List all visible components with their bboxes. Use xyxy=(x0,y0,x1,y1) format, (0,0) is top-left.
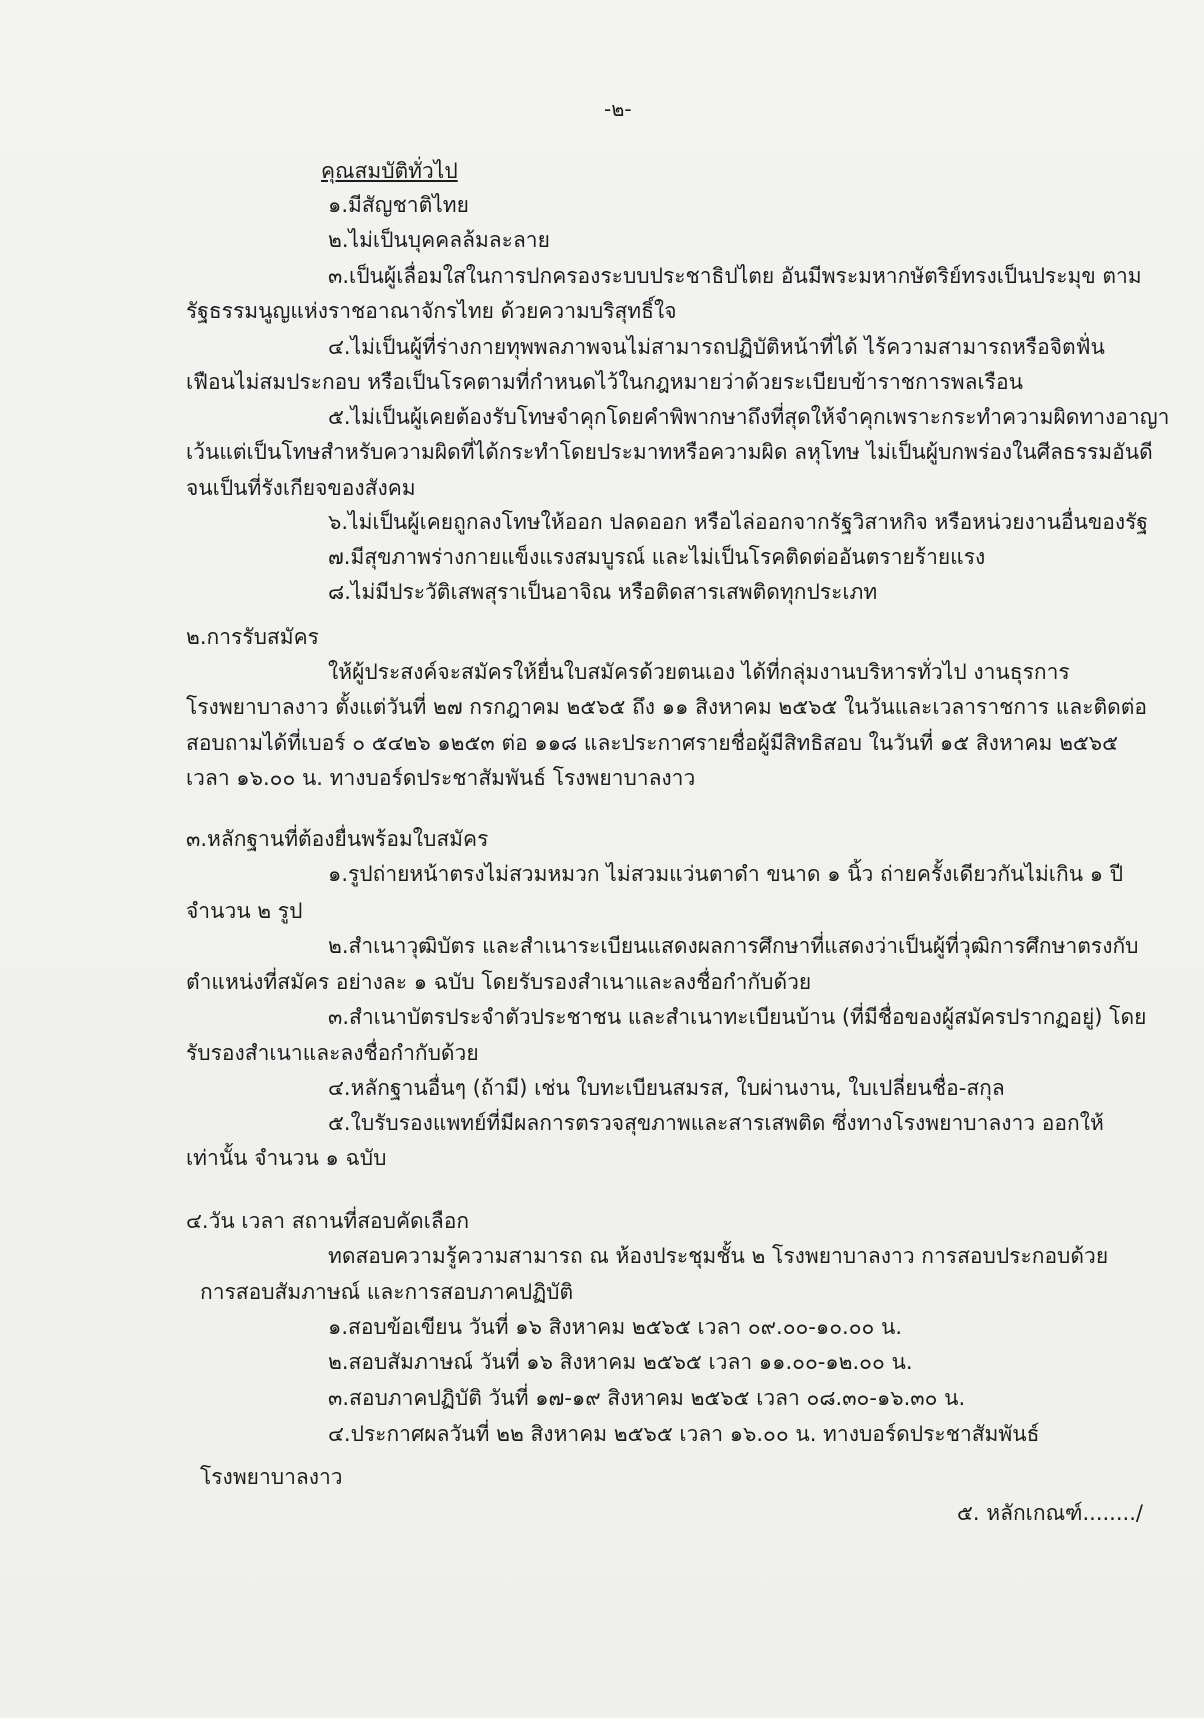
documents-line-2: จำนวน ๒ รูป xyxy=(186,899,303,923)
general-item-6: ๖.ไม่เป็นผู้เคยถูกลงโทษให้ออก ปลดออก หรือไล่ออกจากรัฐวิสาหกิจ หรือหน่วยงานอื่นของรัฐ xyxy=(328,510,1148,534)
general-item-4: ๔.ไม่เป็นผู้ที่ร่างกายทุพพลภาพจนไม่สามารถปฏิบัติหน้าที่ได้ ไร้ความสามารถหรือจิตฟั่น xyxy=(328,335,1105,359)
documents-line-8: ๕.ใบรับรองแพทย์ที่มีผลการตรวจสุขภาพและสารเสพติด ซึ่งทางโรงพยาบาลงาว ออกให้ xyxy=(328,1111,1104,1135)
exam-line-1: ทดสอบความรู้ความสามารถ ณ ห้องประชุมชั้น ๒ โรงพยาบาลงาว การสอบประกอบด้วย xyxy=(328,1244,1109,1268)
general-item-5-cont-1: เว้นแต่เป็นโทษสำหรับความผิดที่ได้กระทำโดยประมาทหรือความผิด ลหุโทษ ไม่เป็นผู้บกพร่องในศีลธรรมอันดี xyxy=(186,440,1153,464)
general-item-8: ๘.ไม่มีประวัติเสพสุราเป็นอาจิณ หรือติดสารเสพติดทุกประเภท xyxy=(328,580,878,604)
documents-line-1: ๑.รูปถ่ายหน้าตรงไม่สวมหมวก ไม่สวมแว่นตาดำ ขนาด ๑ นิ้ว ถ่ายครั้งเดียวกันไม่เกิน ๑ ปี xyxy=(328,862,1124,886)
exam-heading: ๔.วัน เวลา สถานที่สอบคัดเลือก xyxy=(186,1209,470,1233)
exam-line-6: ๔.ประกาศผลวันที่ ๒๒ สิงหาคม ๒๕๖๕ เวลา ๑๖.๐๐ น. ทางบอร์ดประชาสัมพันธ์ xyxy=(328,1422,1040,1446)
exam-line-7: โรงพยาบาลงาว xyxy=(200,1465,343,1489)
documents-line-5: ๓.สำเนาบัตรประจำตัวประชาชน และสำเนาทะเบียนบ้าน (ที่มีชื่อของผู้สมัครปรากฏอยู่) โดย xyxy=(328,1005,1147,1029)
general-item-7: ๗.มีสุขภาพร่างกายแข็งแรงสมบูรณ์ และไม่เป็นโรคติดต่ออันตรายร้ายแรง xyxy=(328,545,986,569)
general-item-5-cont-2: จนเป็นที่รังเกียจของสังคม xyxy=(186,476,416,500)
general-item-4-cont: เฟือนไม่สมประกอบ หรือเป็นโรคตามที่กำหนดไว้ในกฎหมายว่าด้วยระเบียบข้าราชการพลเรือน xyxy=(186,370,1023,394)
documents-line-3: ๒.สำเนาวุฒิบัตร และสำเนาระเบียนแสดงผลการศึกษาที่แสดงว่าเป็นผู้ที่วุฒิการศึกษาตรงกับ xyxy=(328,934,1139,958)
general-item-1: ๑.มีสัญชาติไทย xyxy=(328,193,469,217)
general-item-2: ๒.ไม่เป็นบุคคลล้มละลาย xyxy=(328,228,550,252)
documents-line-7: ๔.หลักฐานอื่นๆ (ถ้ามี) เช่น ใบทะเบียนสมรส, ใบผ่านงาน, ใบเปลี่ยนชื่อ-สกุล xyxy=(328,1076,1005,1100)
page-number: -๒- xyxy=(604,97,632,121)
application-line-2: โรงพยาบาลงาว ตั้งแต่วันที่ ๒๗ กรกฎาคม ๒๕๖๕ ถึง ๑๑ สิงหาคม ๒๕๖๕ ในวันและเวลาราชการ และติดต่อ xyxy=(186,695,1148,719)
general-item-3: ๓.เป็นผู้เลื่อมใสในการปกครองระบบประชาธิปไตย อันมีพระมหากษัตริย์ทรงเป็นประมุข ตาม xyxy=(328,264,1142,288)
documents-heading: ๓.หลักฐานที่ต้องยื่นพร้อมใบสมัคร xyxy=(186,827,489,851)
application-line-1: ให้ผู้ประสงค์จะสมัครให้ยื่นใบสมัครด้วยตนเอง ได้ที่กลุ่มงานบริหารทั่วไป งานธุรการ xyxy=(328,660,1070,684)
application-heading: ๒.การรับสมัคร xyxy=(186,625,319,649)
documents-line-6: รับรองสำเนาและลงชื่อกำกับด้วย xyxy=(186,1041,479,1065)
continuation-note: ๕. หลักเกณฑ์......../ xyxy=(957,1501,1143,1525)
exam-line-3: ๑.สอบข้อเขียน วันที่ ๑๖ สิงหาคม ๒๕๖๕ เวลา ๐๙.๐๐-๑๐.๐๐ น. xyxy=(328,1315,903,1339)
documents-line-4: ตำแหน่งที่สมัคร อย่างละ ๑ ฉบับ โดยรับรองสำเนาและลงชื่อกำกับด้วย xyxy=(186,970,812,994)
exam-line-2: การสอบสัมภาษณ์ และการสอบภาคปฏิบัติ xyxy=(200,1280,574,1304)
application-line-4: เวลา ๑๖.๐๐ น. ทางบอร์ดประชาสัมพันธ์ โรงพยาบาลงาว xyxy=(186,766,696,790)
application-line-3: สอบถามได้ที่เบอร์ ๐ ๕๔๒๖ ๑๒๕๓ ต่อ ๑๑๘ และประกาศรายชื่อผู้มีสิทธิสอบ ในวันที่ ๑๕ สิงหาคม ๒๕๖๕ xyxy=(186,731,1119,755)
general-qualifications-heading: คุณสมบัติทั่วไป xyxy=(321,159,458,183)
exam-line-5: ๓.สอบภาคปฏิบัติ วันที่ ๑๗-๑๙ สิงหาคม ๒๕๖๕ เวลา ๐๘.๓๐-๑๖.๓๐ น. xyxy=(328,1386,966,1410)
general-item-5: ๕.ไม่เป็นผู้เคยต้องรับโทษจำคุกโดยคำพิพากษาถึงที่สุดให้จำคุกเพราะกระทำความผิดทางอาญา xyxy=(328,405,1170,429)
documents-line-9: เท่านั้น จำนวน ๑ ฉบับ xyxy=(186,1146,387,1170)
general-item-3-cont: รัฐธรรมนูญแห่งราชอาณาจักรไทย ด้วยความบริสุทธิ์ใจ xyxy=(186,299,677,323)
exam-line-4: ๒.สอบสัมภาษณ์ วันที่ ๑๖ สิงหาคม ๒๕๖๕ เวลา ๑๑.๐๐-๑๒.๐๐ น. xyxy=(328,1350,913,1374)
